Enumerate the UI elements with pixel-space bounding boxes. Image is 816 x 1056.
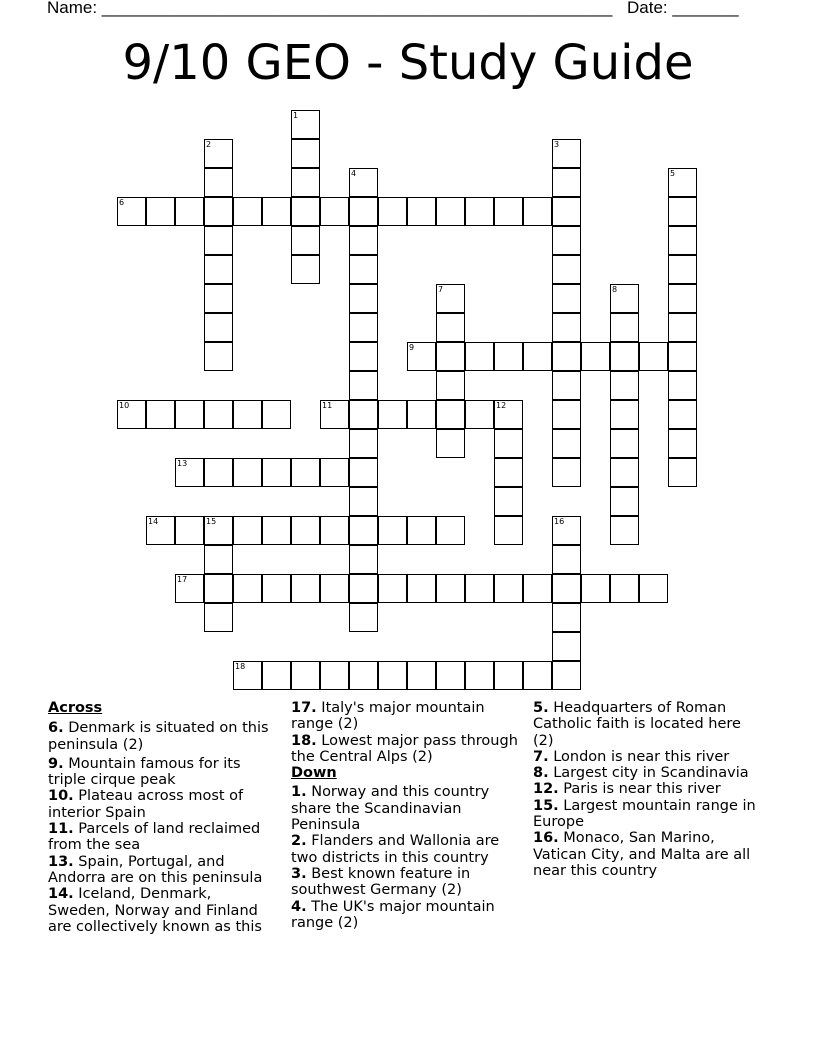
grid-cell[interactable] bbox=[465, 197, 494, 226]
grid-cell[interactable] bbox=[436, 197, 465, 226]
grid-cell[interactable] bbox=[204, 168, 233, 197]
grid-cell[interactable] bbox=[668, 197, 697, 226]
cell-number: 12 bbox=[496, 401, 507, 410]
grid-cell[interactable] bbox=[610, 284, 639, 313]
grid-cell[interactable] bbox=[262, 197, 291, 226]
grid-cell[interactable] bbox=[262, 516, 291, 545]
grid-cell[interactable] bbox=[204, 603, 233, 632]
clue-text: Denmark is situated on this peninsula (2) bbox=[48, 720, 269, 753]
name-field[interactable]: Name: ______________________________________________________ bbox=[47, 0, 613, 17]
grid-cell[interactable] bbox=[552, 632, 581, 661]
clue-across-10 bbox=[48, 788, 274, 821]
grid-cell[interactable] bbox=[465, 574, 494, 603]
clue-number: 13. bbox=[48, 853, 74, 870]
grid-cell[interactable] bbox=[291, 458, 320, 487]
grid-cell[interactable] bbox=[436, 574, 465, 603]
date-field[interactable]: Date: _______ bbox=[627, 0, 739, 17]
grid-cell[interactable] bbox=[349, 545, 378, 574]
grid-cell[interactable] bbox=[320, 661, 349, 690]
grid-cell[interactable] bbox=[668, 255, 697, 284]
grid-cell[interactable] bbox=[291, 661, 320, 690]
grid-cell[interactable] bbox=[668, 429, 697, 458]
grid-cell[interactable] bbox=[291, 226, 320, 255]
grid-cell[interactable] bbox=[407, 516, 436, 545]
grid-cell[interactable] bbox=[668, 458, 697, 487]
grid-cell[interactable] bbox=[349, 284, 378, 313]
cell-number: 3 bbox=[554, 140, 560, 149]
grid-cell[interactable] bbox=[291, 168, 320, 197]
grid-cell[interactable] bbox=[610, 371, 639, 400]
down-heading: Down bbox=[291, 765, 337, 782]
grid-cell[interactable] bbox=[349, 458, 378, 487]
grid-cell[interactable] bbox=[494, 487, 523, 516]
clue-number: 8. bbox=[533, 765, 549, 782]
clues-column-2 bbox=[291, 700, 523, 931]
grid-cell[interactable] bbox=[610, 342, 639, 371]
grid-cell[interactable] bbox=[552, 168, 581, 197]
grid-cell[interactable] bbox=[552, 342, 581, 371]
grid-cell[interactable] bbox=[349, 603, 378, 632]
clue-text: Flanders and Wallonia are two districts in this country bbox=[291, 833, 500, 866]
grid-cell[interactable] bbox=[349, 197, 378, 226]
grid-cell[interactable] bbox=[349, 226, 378, 255]
clue-across-6 bbox=[48, 720, 274, 753]
grid-cell[interactable] bbox=[349, 429, 378, 458]
grid-cell[interactable] bbox=[552, 429, 581, 458]
grid-cell[interactable] bbox=[465, 400, 494, 429]
clue-text: Spain, Portugal, and Andorra are on this peninsula bbox=[48, 853, 263, 886]
clues-column-3 bbox=[533, 700, 759, 879]
clue-text: Monaco, San Marino, Vatican City, and Malta are all near this country bbox=[533, 830, 751, 879]
grid-cell[interactable] bbox=[494, 342, 523, 371]
cell-number: 18 bbox=[235, 662, 246, 671]
grid-cell[interactable] bbox=[378, 574, 407, 603]
grid-cell[interactable] bbox=[204, 458, 233, 487]
cell-number: 14 bbox=[148, 517, 159, 526]
grid-cell[interactable] bbox=[436, 313, 465, 342]
grid-cell[interactable] bbox=[581, 342, 610, 371]
grid-cell[interactable] bbox=[233, 400, 262, 429]
clue-number: 16. bbox=[533, 830, 559, 847]
grid-cell[interactable] bbox=[175, 400, 204, 429]
grid-cell[interactable] bbox=[320, 574, 349, 603]
grid-cell[interactable] bbox=[407, 197, 436, 226]
grid-cell[interactable] bbox=[494, 429, 523, 458]
grid-cell[interactable] bbox=[349, 400, 378, 429]
grid-cell[interactable] bbox=[494, 516, 523, 545]
clue-number: 3. bbox=[291, 865, 307, 882]
clue-down-12 bbox=[533, 781, 759, 797]
grid-cell[interactable] bbox=[204, 574, 233, 603]
grid-cell[interactable] bbox=[204, 255, 233, 284]
grid-cell[interactable] bbox=[552, 661, 581, 690]
grid-cell[interactable] bbox=[436, 400, 465, 429]
grid-cell[interactable] bbox=[494, 458, 523, 487]
grid-cell[interactable] bbox=[204, 516, 233, 545]
grid-cell[interactable] bbox=[436, 429, 465, 458]
grid-cell[interactable] bbox=[552, 226, 581, 255]
grid-cell[interactable] bbox=[552, 545, 581, 574]
clue-text: Lowest major pass through the Central Alps (2) bbox=[291, 732, 518, 765]
clue-down-1 bbox=[291, 784, 523, 833]
grid-cell[interactable] bbox=[349, 661, 378, 690]
clue-number: 2. bbox=[291, 833, 307, 850]
grid-cell[interactable] bbox=[262, 574, 291, 603]
grid-cell[interactable] bbox=[349, 371, 378, 400]
grid-cell[interactable] bbox=[378, 661, 407, 690]
clue-text: The UK's major mountain range (2) bbox=[291, 898, 495, 931]
grid-cell[interactable] bbox=[349, 516, 378, 545]
grid-cell[interactable] bbox=[175, 574, 204, 603]
grid-cell[interactable] bbox=[320, 400, 349, 429]
grid-cell[interactable] bbox=[639, 574, 668, 603]
grid-cell[interactable] bbox=[204, 342, 233, 371]
grid-cell[interactable] bbox=[291, 139, 320, 168]
grid-cell[interactable] bbox=[291, 574, 320, 603]
grid-cell[interactable] bbox=[320, 516, 349, 545]
grid-cell[interactable] bbox=[494, 574, 523, 603]
cell-number: 10 bbox=[119, 401, 130, 410]
grid-cell[interactable] bbox=[610, 400, 639, 429]
cell-number: 1 bbox=[293, 111, 299, 120]
grid-cell[interactable] bbox=[494, 197, 523, 226]
grid-cell[interactable] bbox=[291, 255, 320, 284]
grid-cell[interactable] bbox=[610, 574, 639, 603]
clue-number: 17. bbox=[291, 700, 317, 716]
grid-cell[interactable] bbox=[552, 139, 581, 168]
grid-cell[interactable] bbox=[349, 168, 378, 197]
cell-number: 2 bbox=[206, 140, 212, 149]
grid-cell[interactable] bbox=[552, 603, 581, 632]
grid-cell[interactable] bbox=[436, 284, 465, 313]
grid-cell[interactable] bbox=[233, 661, 262, 690]
cell-number: 8 bbox=[612, 285, 618, 294]
grid-cell[interactable] bbox=[146, 516, 175, 545]
grid-cell[interactable] bbox=[349, 342, 378, 371]
grid-cell[interactable] bbox=[349, 574, 378, 603]
clue-down-8 bbox=[533, 765, 759, 781]
clue-down-16 bbox=[533, 830, 759, 879]
grid-cell[interactable] bbox=[204, 139, 233, 168]
grid-cell[interactable] bbox=[291, 516, 320, 545]
grid-cell[interactable] bbox=[610, 516, 639, 545]
clue-number: 5. bbox=[533, 700, 549, 716]
clue-across-17 bbox=[291, 700, 523, 733]
clue-text: Italy's major mountain range (2) bbox=[291, 700, 485, 733]
grid-cell[interactable] bbox=[204, 400, 233, 429]
grid-cell[interactable] bbox=[610, 458, 639, 487]
grid-cell[interactable] bbox=[552, 371, 581, 400]
grid-cell[interactable] bbox=[668, 400, 697, 429]
clue-text: Headquarters of Roman Catholic faith is located here (2) bbox=[533, 700, 741, 749]
grid-cell[interactable] bbox=[552, 516, 581, 545]
clue-number: 18. bbox=[291, 732, 317, 749]
grid-cell[interactable] bbox=[204, 197, 233, 226]
grid-cell[interactable] bbox=[465, 342, 494, 371]
grid-cell[interactable] bbox=[668, 371, 697, 400]
grid-cell[interactable] bbox=[204, 284, 233, 313]
grid-cell[interactable] bbox=[204, 313, 233, 342]
clue-number: 14. bbox=[48, 886, 74, 903]
grid-cell[interactable] bbox=[494, 661, 523, 690]
grid-cell[interactable] bbox=[291, 197, 320, 226]
grid-cell[interactable] bbox=[291, 110, 320, 139]
grid-cell[interactable] bbox=[552, 574, 581, 603]
clue-number: 11. bbox=[48, 821, 74, 838]
clue-across-9 bbox=[48, 756, 274, 789]
grid-cell[interactable] bbox=[175, 458, 204, 487]
clue-down-5 bbox=[533, 700, 759, 749]
grid-cell[interactable] bbox=[233, 516, 262, 545]
grid-cell[interactable] bbox=[407, 342, 436, 371]
cell-number: 16 bbox=[554, 517, 565, 526]
page-title: 9/10 GEO - Study Guide bbox=[122, 35, 694, 91]
grid-cell[interactable] bbox=[175, 197, 204, 226]
grid-cell[interactable] bbox=[349, 255, 378, 284]
grid-cell[interactable] bbox=[146, 197, 175, 226]
grid-cell[interactable] bbox=[523, 342, 552, 371]
clue-across-11 bbox=[48, 821, 274, 854]
clue-number: 4. bbox=[291, 898, 307, 915]
grid-cell[interactable] bbox=[581, 574, 610, 603]
clue-text: Mountain famous for its triple cirque peak bbox=[48, 755, 241, 789]
clue-text: Iceland, Denmark, Sweden, Norway and Finland are collectively known as this bbox=[48, 886, 262, 935]
clue-number: 9. bbox=[48, 755, 64, 772]
grid-cell[interactable] bbox=[436, 661, 465, 690]
cell-number: 5 bbox=[670, 169, 676, 178]
grid-cell[interactable] bbox=[552, 255, 581, 284]
grid-cell[interactable] bbox=[523, 574, 552, 603]
clue-text: London is near this river bbox=[553, 748, 730, 765]
grid-cell[interactable] bbox=[233, 458, 262, 487]
grid-cell[interactable] bbox=[378, 516, 407, 545]
grid-cell[interactable] bbox=[610, 313, 639, 342]
grid-cell[interactable] bbox=[175, 516, 204, 545]
grid-cell[interactable] bbox=[146, 400, 175, 429]
clue-text: Largest mountain range in Europe bbox=[533, 797, 756, 831]
grid-cell[interactable] bbox=[407, 661, 436, 690]
clue-text: Plateau across most of interior Spain bbox=[48, 788, 244, 821]
grid-cell[interactable] bbox=[610, 429, 639, 458]
across-heading: Across bbox=[48, 700, 103, 716]
grid-cell[interactable] bbox=[668, 284, 697, 313]
grid-cell[interactable] bbox=[262, 400, 291, 429]
grid-cell[interactable] bbox=[639, 342, 668, 371]
clue-number: 15. bbox=[533, 797, 559, 814]
grid-cell[interactable] bbox=[523, 661, 552, 690]
grid-cell[interactable] bbox=[117, 197, 146, 226]
grid-cell[interactable] bbox=[668, 313, 697, 342]
grid-cell[interactable] bbox=[320, 458, 349, 487]
clue-text: Parcels of land reclaimed from the sea bbox=[48, 821, 261, 854]
grid-cell[interactable] bbox=[668, 226, 697, 255]
grid-cell[interactable] bbox=[552, 458, 581, 487]
cell-number: 4 bbox=[351, 169, 357, 178]
grid-cell[interactable] bbox=[117, 400, 146, 429]
grid-cell[interactable] bbox=[610, 487, 639, 516]
clue-down-4 bbox=[291, 899, 523, 932]
clue-down-3 bbox=[291, 866, 523, 899]
grid-cell[interactable] bbox=[494, 400, 523, 429]
clue-number: 1. bbox=[291, 784, 307, 801]
cell-number: 7 bbox=[438, 285, 444, 294]
grid-cell[interactable] bbox=[668, 342, 697, 371]
clue-number: 10. bbox=[48, 788, 74, 805]
clue-number: 6. bbox=[48, 720, 64, 737]
grid-cell[interactable] bbox=[320, 197, 349, 226]
grid-cell[interactable] bbox=[465, 661, 494, 690]
grid-cell[interactable] bbox=[407, 574, 436, 603]
grid-cell[interactable] bbox=[204, 226, 233, 255]
clue-across-14 bbox=[48, 886, 274, 935]
clue-number: 7. bbox=[533, 748, 549, 765]
clue-down-7 bbox=[533, 749, 759, 765]
grid-cell[interactable] bbox=[552, 313, 581, 342]
grid-cell[interactable] bbox=[204, 545, 233, 574]
grid-cell[interactable] bbox=[552, 284, 581, 313]
grid-cell[interactable] bbox=[262, 458, 291, 487]
grid-cell[interactable] bbox=[523, 197, 552, 226]
clue-text: Paris is near this river bbox=[563, 781, 721, 798]
grid-cell[interactable] bbox=[407, 400, 436, 429]
grid-cell[interactable] bbox=[552, 197, 581, 226]
clue-text: Best known feature in southwest Germany (2) bbox=[291, 865, 471, 899]
cell-number: 9 bbox=[409, 343, 415, 352]
grid-cell[interactable] bbox=[349, 313, 378, 342]
grid-cell[interactable] bbox=[262, 661, 291, 690]
clue-down-15 bbox=[533, 798, 759, 831]
grid-cell[interactable] bbox=[436, 516, 465, 545]
grid-cell[interactable] bbox=[378, 197, 407, 226]
cell-number: 13 bbox=[177, 459, 188, 468]
cell-number: 11 bbox=[322, 401, 333, 410]
clue-text: Largest city in Scandinavia bbox=[553, 765, 749, 782]
grid-cell[interactable] bbox=[233, 574, 262, 603]
grid-cell[interactable] bbox=[552, 400, 581, 429]
grid-cell[interactable] bbox=[378, 400, 407, 429]
grid-cell[interactable] bbox=[436, 371, 465, 400]
clue-across-18 bbox=[291, 733, 523, 766]
cell-number: 15 bbox=[206, 517, 217, 526]
grid-cell[interactable] bbox=[349, 487, 378, 516]
clue-down-2 bbox=[291, 833, 523, 866]
clue-across-13 bbox=[48, 854, 274, 887]
clues-column-1 bbox=[48, 700, 274, 935]
cell-number: 6 bbox=[119, 198, 125, 207]
cell-number: 17 bbox=[177, 575, 188, 584]
clue-number: 12. bbox=[533, 781, 559, 798]
clue-text: Norway and this country share the Scandinavian Peninsula bbox=[291, 784, 490, 834]
grid-cell[interactable] bbox=[668, 168, 697, 197]
grid-cell[interactable] bbox=[233, 197, 262, 226]
grid-cell[interactable] bbox=[436, 342, 465, 371]
